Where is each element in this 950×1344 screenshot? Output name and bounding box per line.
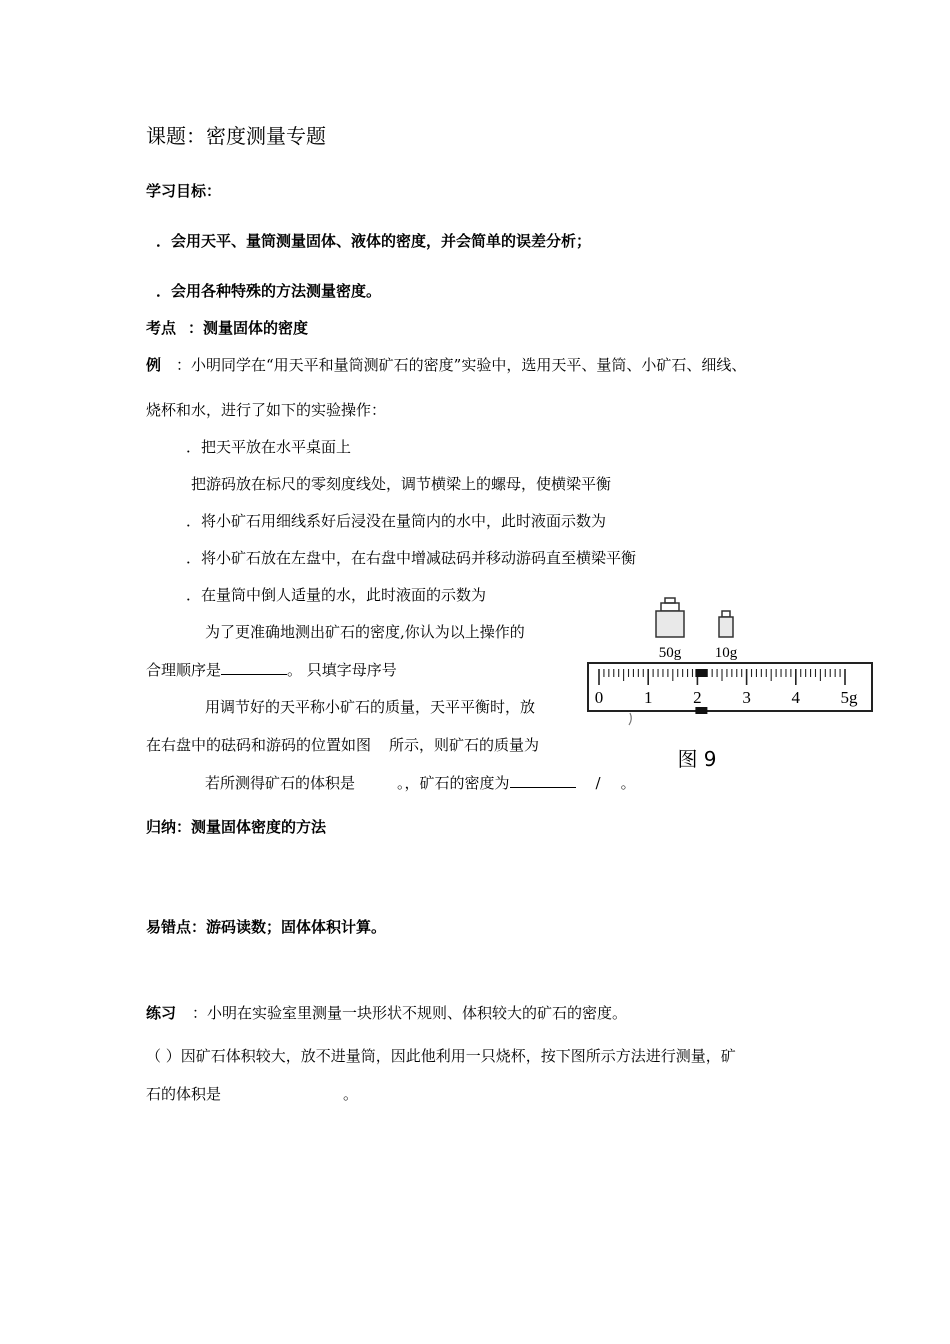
q3-text-c: / bbox=[595, 774, 601, 792]
q2-text-a: 在右盘中的砝码和游码的位置如图 bbox=[146, 736, 372, 754]
scale-tick-label: 1 bbox=[643, 688, 653, 707]
q1-line-2 bbox=[146, 660, 397, 680]
step-c: ．将小矿石用细线系好后浸没在量筒内的水中，此时液面示数为 bbox=[186, 512, 607, 530]
figure-9 bbox=[585, 595, 885, 784]
practice-q1-line-2 bbox=[146, 1084, 358, 1104]
step-b: 把游码放在标尺的零刻度线处，调节横梁上的螺母，使横梁平衡 bbox=[191, 475, 612, 493]
kaodian-label: 考点 bbox=[146, 319, 177, 337]
q2-text-b: 所示，则矿石的质量为 bbox=[389, 736, 540, 754]
objective-item-1: ．会用天平、量筒测量固体、液体的密度，并会简单的误差分析； bbox=[156, 232, 592, 250]
objectives-heading: 学习目标： bbox=[146, 182, 222, 200]
practice-label: 练习 bbox=[146, 1004, 177, 1022]
practice-q1-text-a: 石的体积是 bbox=[146, 1085, 222, 1103]
practice-q1-line-1: （ ）因矿石体积较大，放不进量筒，因此他利用一只烧杯，按下图所示方法进行测量，矿 bbox=[146, 1047, 736, 1065]
scale-tick-label: 0 bbox=[594, 688, 604, 707]
weight-10g-icon bbox=[719, 611, 733, 637]
weight-50g-label: 50g bbox=[658, 645, 682, 661]
q3-text-d: 。 bbox=[620, 774, 636, 792]
q1-line-1: 为了更准确地测出矿石的密度,你认为以上操作的 bbox=[205, 623, 525, 641]
summary-text: 归纳：测量固体密度的方法 bbox=[146, 818, 327, 836]
pointer-mark bbox=[629, 713, 631, 725]
q1-text-b: 。 只填字母序号 bbox=[287, 661, 397, 679]
step-a: ．把天平放在水平桌面上 bbox=[186, 438, 352, 456]
q2-line-1: 用调节好的天平称小矿石的质量，天平平衡时，放 bbox=[205, 698, 536, 716]
practice-text: ：小明在实验室里测量一块形状不规则、体积较大的矿石的密度。 bbox=[192, 1004, 628, 1022]
figure-caption: 图 9 bbox=[677, 747, 717, 771]
practice-q1-text-b: 。 bbox=[343, 1085, 359, 1103]
objective-item-2: ．会用各种特殊的方法测量密度。 bbox=[156, 282, 382, 300]
kaodian-text: ：测量固体的密度 bbox=[188, 319, 309, 337]
weight-10g-label: 10g bbox=[714, 645, 738, 661]
example-label: 例 bbox=[146, 356, 162, 374]
step-d: ．将小矿石放在左盘中，在右盘中增减砝码并移动游码直至横梁平衡 bbox=[186, 549, 637, 567]
example-line-1: ：小明同学在“用天平和量筒测矿石的密度”实验中，选用天平、量筒、小矿石、细线、 bbox=[176, 356, 747, 374]
example-line-2: 烧杯和水，进行了如下的实验操作： bbox=[146, 401, 387, 419]
page-title: 课题：密度测量专题 bbox=[146, 124, 326, 148]
answer-blank-density[interactable] bbox=[510, 773, 576, 788]
q3-line bbox=[205, 773, 636, 793]
scale-tick-label: 3 bbox=[742, 688, 751, 707]
answer-blank-order[interactable] bbox=[221, 660, 287, 675]
balance-scale-figure bbox=[585, 595, 885, 780]
q3-text-b: 。，矿石的密度为 bbox=[397, 774, 510, 792]
weight-50g-icon bbox=[656, 598, 684, 637]
rider-scale-frame bbox=[588, 663, 872, 711]
scale-tick-label: 2 bbox=[693, 688, 702, 707]
scale-tick-label: 4 bbox=[791, 688, 801, 707]
q1-text-a: 合理顺序是 bbox=[146, 661, 222, 679]
q3-text-a: 若所测得矿石的体积是 bbox=[205, 774, 356, 792]
pitfalls-text: 易错点：游码读数；固体体积计算。 bbox=[146, 918, 387, 936]
q2-line-2 bbox=[146, 735, 539, 755]
scale-tick-label: 5g bbox=[840, 688, 858, 707]
step-e: ．在量筒中倒人适量的水，此时液面的示数为 bbox=[186, 586, 487, 604]
